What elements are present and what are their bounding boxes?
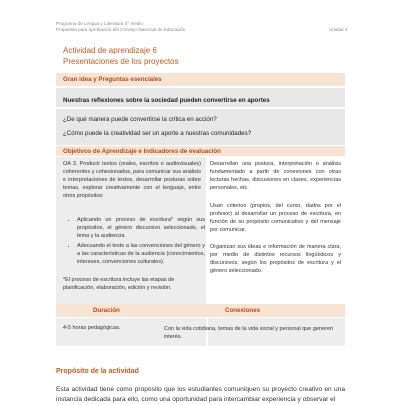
divider — [56, 107, 345, 109]
objectives-header — [56, 146, 345, 156]
writing-process-note: *El proceso de escritura incluye las etapas de planificación, elaboración, edición y revisión. — [63, 277, 175, 291]
connections-value: Con la vida cotidiana, temas de la vida social y personal que generen interés. — [164, 326, 334, 340]
indicator-text: Usan criterios (propios, del curso, dados por el profesor) al desarrollar un proceso de escritura, en función de su propósito comunicativo y del mensaje por comunicar. — [210, 203, 341, 233]
objective-bullet-list — [69, 216, 205, 268]
big-ideas-header — [56, 73, 345, 86]
activity-title: Actividad de aprendizaje 6 — [63, 46, 157, 55]
purpose-text: Esta actividad tiene como propósito que los estudiantes comuniquen su proyecto creativo en una instancia dedicada para ello, como una oportunidad para intercambiar experiencia y observar el — [56, 386, 345, 403]
activity-subtitle: Presentaciones de los proyectos — [63, 57, 179, 66]
big-ideas-panel — [56, 88, 345, 145]
purpose-heading: Propósito de la actividad — [56, 368, 139, 375]
program-title: Programa de Lengua y Literatura 4° medio — [56, 21, 143, 26]
duration-value: 4-5 horas pedagógicas. — [63, 325, 121, 331]
essential-question-2: ¿Cómo puede la creatividad ser un aporte a nuestras comunidades? — [63, 130, 252, 137]
learning-objective-cell — [56, 157, 206, 307]
learning-objective-text: OA 3. Producir textos (orales, escritos o audiovisuales) coherentes y cohesionados, para comunicar sus análisis e interpretaciones de textos, desarrollar posturas sobre temas, explorar creativamente con el lenguaje, entre otros propósitos: — [63, 161, 201, 199]
indicator-text: Desarrollan una postura, interpretación o análisis fundamentado a partir de conexiones con otras lecturas hechas, discusiones en clases, experiencias personales, etc. — [210, 161, 341, 191]
duration-heading: Duración — [93, 307, 120, 314]
objectives-heading: Objetivos de Aprendizaje e Indicadores de evaluación — [63, 148, 221, 155]
duration-connections-header — [56, 304, 345, 317]
activity-heading — [63, 45, 179, 67]
essential-question-1: ¿De qué manera puede convertirse la crítica en acción? — [63, 116, 217, 123]
unit-label: Unidad 4 — [329, 27, 348, 32]
big-idea-statement: Nuestras reflexiones sobre la sociedad pueden convertirse en aportes — [63, 97, 270, 104]
indicators-cell — [207, 157, 345, 307]
big-ideas-heading: Gran idea y Preguntas esenciales — [63, 76, 162, 83]
program-header — [56, 21, 185, 34]
indicator-text: Organizan sus ideas e información de manera clara, por medio de distintos recursos lingüísticos y discursivos, según los propósitos de escritura y el género seleccionado. — [210, 244, 341, 274]
connections-heading: Conexiones — [225, 307, 261, 314]
list-item: • Aplicando un proceso de escritura* según sus propósitos, el género discursivo seleccionado, el tema y la audiencia. — [77, 216, 205, 240]
duration-connections-row — [56, 318, 345, 346]
program-subtitle: Propuesta para aprobación del Consejo Nacional de Educación — [56, 27, 186, 33]
list-item: • Adecuando el texto a las convenciones del género y a las características de la audiencia (conocimientos, intereses, convenciones culturales). — [77, 242, 205, 266]
